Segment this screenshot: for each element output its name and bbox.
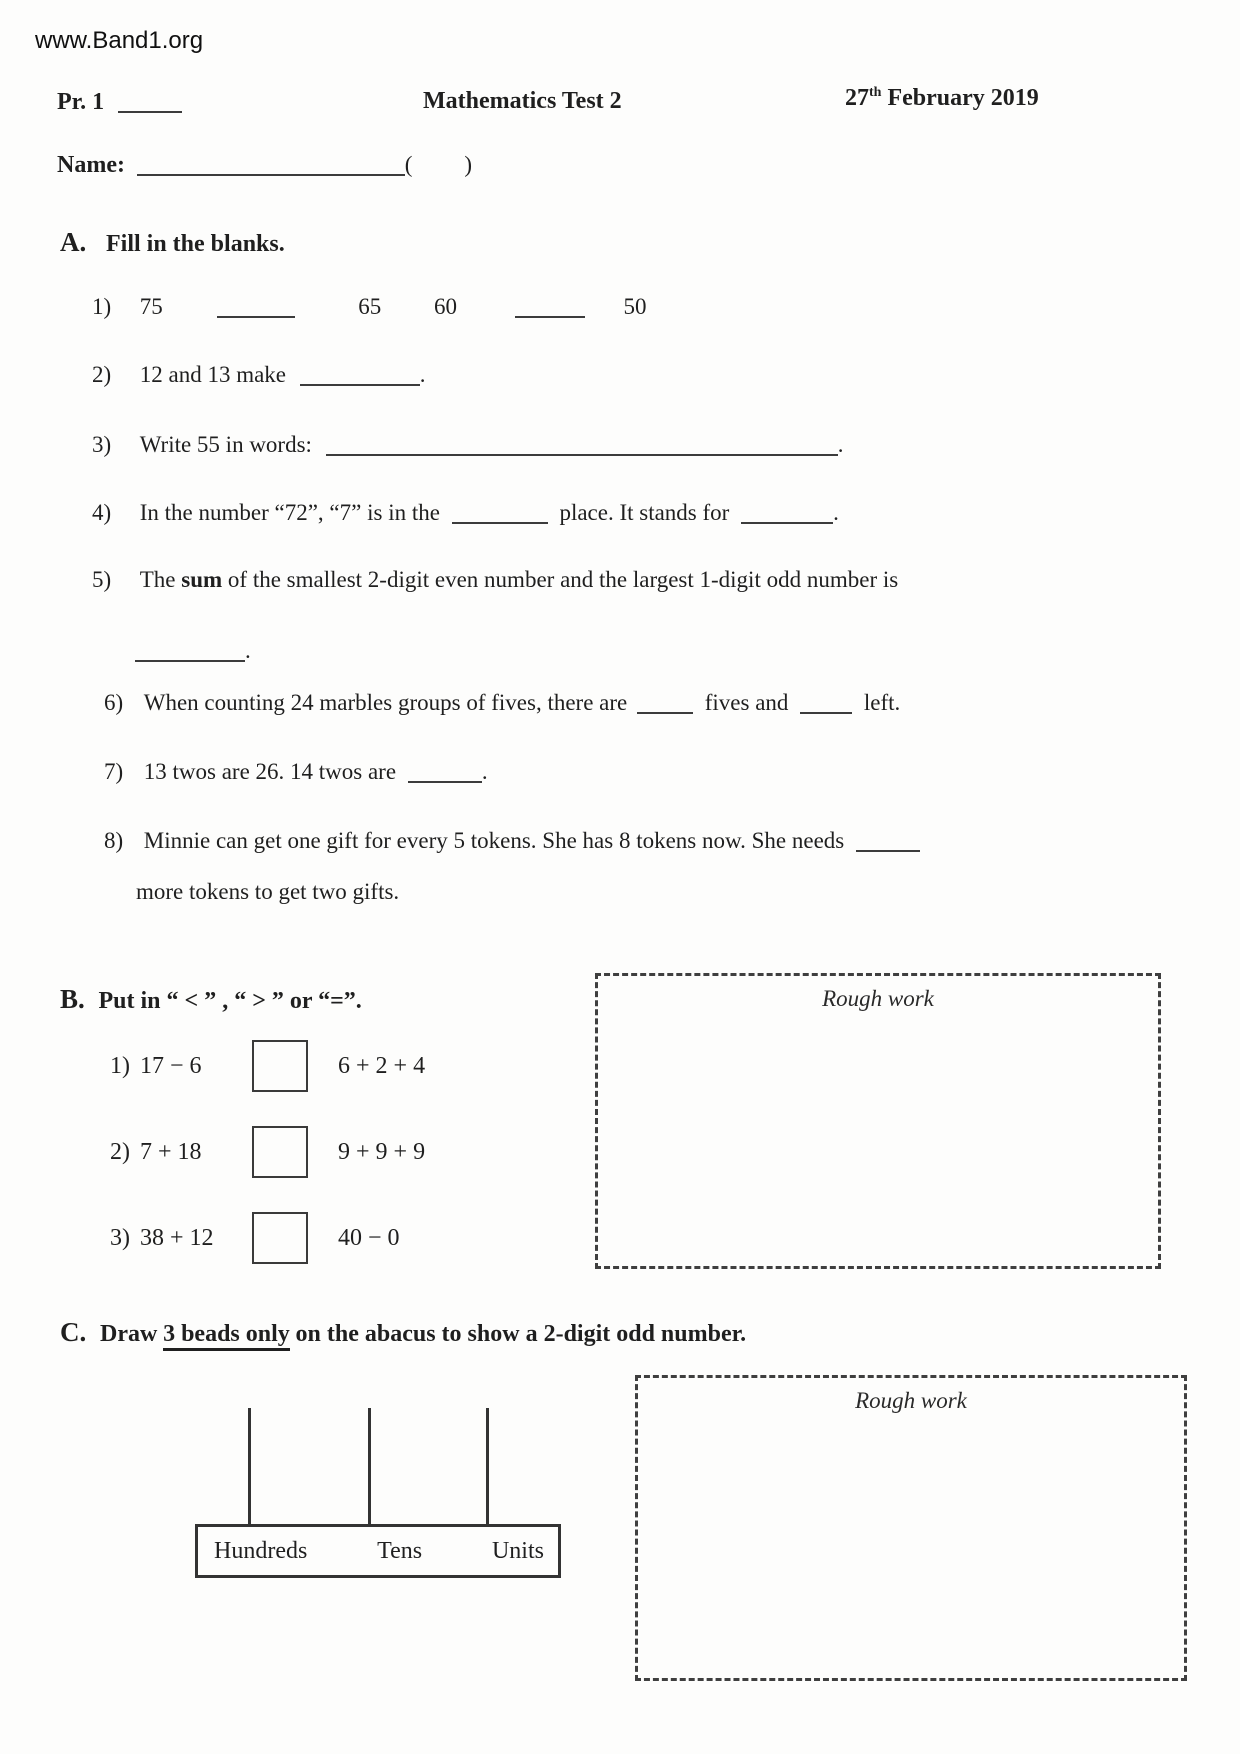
abacus-base: [195, 1524, 561, 1578]
class-line: [57, 86, 182, 117]
question-text-1: When counting 24 marbles groups of fives, there are: [143, 690, 628, 716]
section-a-header: [60, 226, 285, 260]
question-number: 3): [110, 1224, 130, 1251]
sequence-blank-1[interactable]: [217, 292, 295, 318]
question-text-1: Minnie can get one gift for every 5 tokens. She has 8 tokens now. She needs: [143, 828, 845, 854]
period: .: [837, 432, 844, 458]
answer-blank[interactable]: [135, 636, 245, 662]
abacus-label-hundreds: Hundreds: [214, 1537, 308, 1564]
page-title: Mathematics Test 2: [423, 88, 622, 114]
left-expression: 38 + 12: [140, 1224, 214, 1251]
left-expression: 17 − 6: [140, 1052, 202, 1079]
question-a7: [104, 757, 488, 787]
section-b-title: Put in “ < ” , “ > ” or “=”.: [98, 988, 362, 1014]
answer-blank-1[interactable]: [452, 498, 548, 524]
section-c-title-pre: Draw: [100, 1321, 158, 1347]
abacus-label-units: Units: [491, 1537, 544, 1564]
comparison-answer-box[interactable]: [252, 1126, 308, 1178]
question-a6: [104, 688, 906, 718]
comparison-row-2: [110, 1126, 425, 1178]
answer-blank-1[interactable]: [637, 688, 693, 714]
right-expression: 6 + 2 + 4: [338, 1052, 426, 1079]
answer-blank[interactable]: [300, 360, 420, 386]
question-text-2: fives and: [704, 690, 789, 716]
section-c-label: C.: [60, 1317, 87, 1347]
question-a5-answer-line: [135, 636, 251, 666]
question-a8-line2: more tokens to get two gifts.: [136, 879, 400, 904]
question-number: 3): [92, 432, 112, 458]
class-paren-close: ): [464, 152, 473, 178]
sequence-value-3: 60: [434, 294, 457, 320]
question-text-2: of the smallest 2-digit even number and the largest 1-digit odd number is: [227, 567, 899, 592]
name-blank[interactable]: [137, 150, 405, 176]
period: .: [833, 500, 839, 526]
section-c-title-post: on the abacus to show a 2-digit odd number.: [295, 1321, 747, 1347]
section-c-title-underlined: 3 beads only: [163, 1321, 290, 1351]
comparison-row-3: [110, 1212, 400, 1264]
period: .: [419, 362, 426, 388]
answer-blank[interactable]: [856, 826, 920, 852]
question-number: 4): [92, 500, 112, 526]
answer-blank-2[interactable]: [800, 688, 852, 714]
sequence-value-1: 75: [139, 294, 163, 320]
answer-blank[interactable]: [408, 757, 482, 783]
sequence-value-2: 65: [358, 294, 382, 320]
comparison-answer-box[interactable]: [252, 1040, 308, 1092]
period: .: [245, 638, 251, 664]
section-a-label: A.: [60, 227, 87, 257]
class-label: Pr. 1: [57, 89, 105, 116]
question-text: Write 55 in words:: [139, 432, 312, 458]
emphasized-word: sum: [181, 567, 223, 592]
right-expression: 9 + 9 + 9: [338, 1138, 426, 1165]
test-date: [845, 83, 1039, 113]
left-expression: 7 + 18: [140, 1138, 202, 1165]
name-line: [57, 150, 472, 180]
sequence-blank-2[interactable]: [515, 292, 585, 318]
question-a3: [92, 430, 843, 460]
question-number: 6): [104, 690, 124, 716]
comparison-answer-box[interactable]: [252, 1212, 308, 1264]
period: .: [481, 759, 488, 785]
right-expression: 40 − 0: [338, 1224, 400, 1251]
question-number: 7): [104, 759, 124, 785]
question-text-2: place. It stands for: [559, 500, 730, 526]
name-label: Name:: [57, 152, 125, 179]
question-number: 1): [110, 1052, 130, 1079]
question-text-3: left.: [863, 690, 901, 716]
section-c-header: [60, 1316, 746, 1350]
date-day: 27: [845, 85, 869, 111]
abacus-rod-tens[interactable]: [368, 1408, 371, 1526]
abacus-rod-units[interactable]: [486, 1408, 489, 1526]
section-b-label: B.: [60, 984, 85, 1014]
rough-work-box-c[interactable]: [635, 1375, 1187, 1681]
question-number: 8): [104, 828, 124, 854]
class-paren-open: (: [404, 152, 413, 178]
question-number: 2): [92, 362, 112, 388]
section-b-header: [60, 983, 362, 1017]
rough-work-label: Rough work: [822, 986, 934, 1011]
question-number: 1): [92, 294, 112, 320]
sequence-value-4: 50: [623, 294, 647, 320]
rough-work-label: Rough work: [855, 1388, 967, 1413]
question-text: 13 twos are 26. 14 twos are: [143, 759, 397, 785]
question-a5: [92, 566, 898, 595]
date-ordinal-suffix: th: [869, 85, 882, 100]
answer-blank[interactable]: [326, 430, 838, 456]
question-a2: [92, 360, 426, 390]
answer-blank-2[interactable]: [741, 498, 833, 524]
rough-work-box-b[interactable]: [595, 973, 1161, 1269]
question-text-1: The: [139, 567, 176, 592]
question-text-1: In the number “72”, “7” is in the: [139, 500, 440, 526]
question-number: 2): [110, 1138, 130, 1165]
section-a-title: Fill in the blanks.: [106, 231, 285, 257]
class-number-blank[interactable]: [118, 86, 182, 113]
comparison-row-1: [110, 1040, 425, 1092]
question-a8-line1: [104, 826, 920, 856]
question-number: 5): [92, 567, 112, 592]
question-a4: [92, 498, 839, 528]
abacus-rod-hundreds[interactable]: [248, 1408, 251, 1526]
abacus-label-tens: Tens: [377, 1537, 423, 1564]
site-watermark: www.Band1.org: [35, 27, 204, 54]
question-text: 12 and 13 make: [139, 362, 287, 388]
date-rest: February 2019: [887, 85, 1039, 111]
question-a1: [92, 292, 647, 322]
